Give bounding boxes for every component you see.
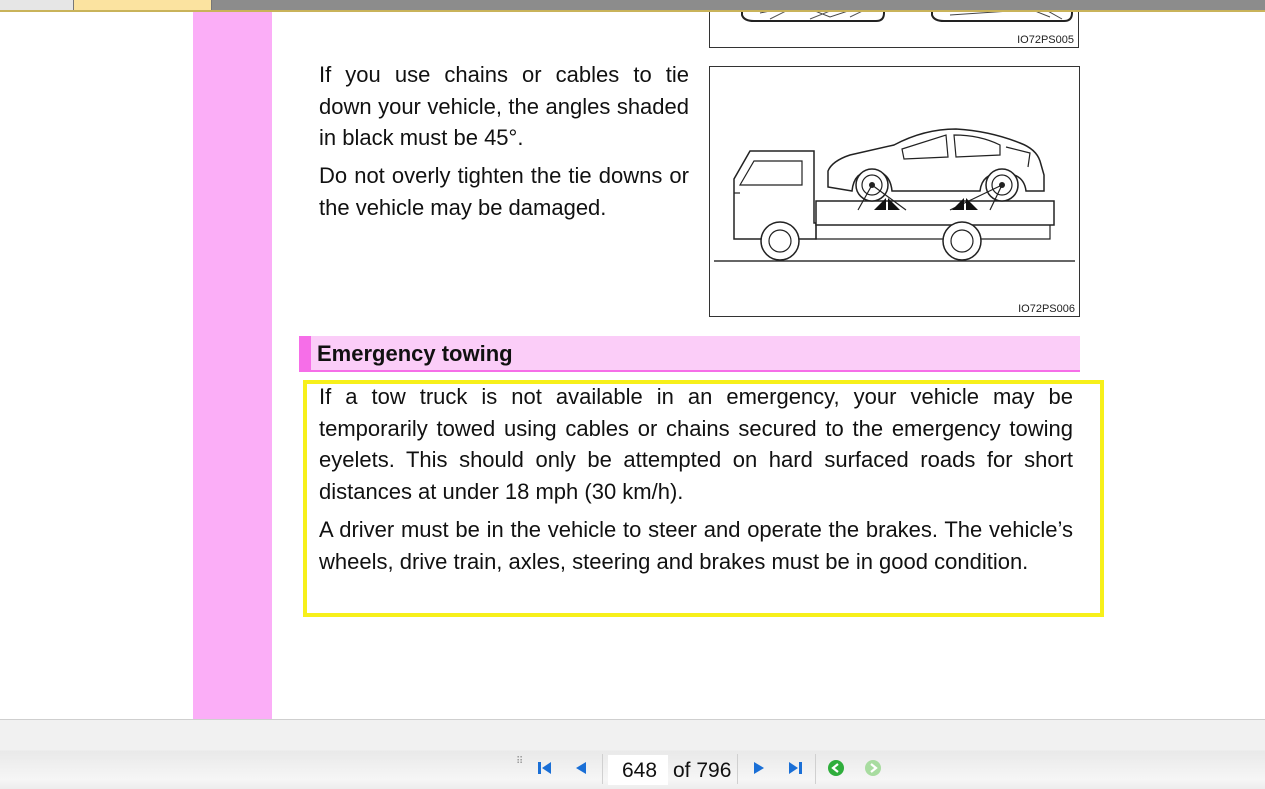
toolbar-grip-icon[interactable]: ⠿ xyxy=(516,756,523,767)
status-toolbar xyxy=(0,719,1265,789)
toolbar-tab[interactable] xyxy=(0,0,74,10)
paragraph-no-overtighten: Do not overly tighten the tie downs or the vehicle may be damaged. xyxy=(319,163,689,220)
last-page-icon[interactable] xyxy=(786,759,804,777)
paragraph-emergency-towing-2: A driver must be in the vehicle to steer and operate the brakes. The vehicle’s wheels, drive train, axles, steering and brakes must be in good condition. xyxy=(319,517,1073,574)
flatbed-truck-illustration xyxy=(710,67,1079,316)
figure-flatbed-tie-down xyxy=(709,66,1080,317)
back-icon[interactable] xyxy=(827,759,845,777)
total-pages-label: of 796 xyxy=(673,759,732,782)
document-viewport[interactable] xyxy=(0,12,1265,719)
page-margin-band xyxy=(193,12,272,719)
page-navigation xyxy=(512,750,892,788)
section-heading-bar xyxy=(299,336,1080,372)
toolbar-separator xyxy=(737,754,738,784)
toolbar-separator xyxy=(815,754,816,784)
toolbar-separator xyxy=(602,754,603,784)
toolbar-tab-active[interactable] xyxy=(74,0,212,10)
page-number-input[interactable] xyxy=(608,755,668,785)
previous-page-icon[interactable] xyxy=(572,759,590,777)
title-strip xyxy=(0,0,1265,12)
paragraph-tie-down: If you use chains or cables to tie down your vehicle, the angles shaded in black must be 45°. xyxy=(319,62,689,150)
forward-icon[interactable] xyxy=(864,759,882,777)
section-heading: Emergency towing xyxy=(317,341,513,366)
next-page-icon[interactable] xyxy=(750,759,768,777)
figure-caption: IO72PS005 xyxy=(1017,34,1074,46)
figure-tie-down-previous xyxy=(709,12,1079,48)
figure-caption: IO72PS006 xyxy=(1018,303,1075,315)
first-page-icon[interactable] xyxy=(536,759,554,777)
paragraph-emergency-towing-1: If a tow truck is not available in an emergency, your vehicle may be temporarily towed using cables or chains secured to the emergency towing eyelets. This should only be attempted on hard surfaced roads for short distances at under 18 mph (30 km/h). xyxy=(319,384,1073,504)
current-page-value: 648 xyxy=(622,759,658,782)
